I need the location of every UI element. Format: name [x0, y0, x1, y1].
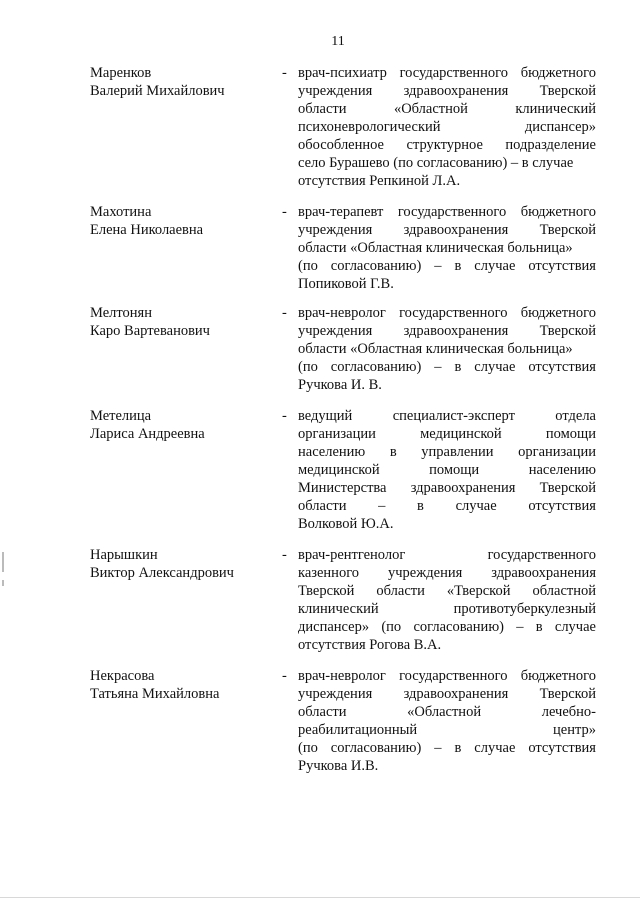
description-word: отсутствия — [528, 258, 596, 274]
description-word: лечебно- — [541, 704, 596, 720]
description-word: в — [454, 258, 462, 274]
dash-separator: - — [282, 305, 287, 321]
description-line — [298, 425, 596, 443]
description-word: бюджетного — [520, 668, 596, 684]
description-word: случае — [474, 359, 516, 375]
description-word: государственного — [397, 204, 507, 220]
description-line: Ручкова И. В. — [298, 377, 382, 393]
description-word: населению — [528, 462, 596, 478]
description-word: учреждения — [298, 222, 373, 238]
description-word: бюджетного — [520, 65, 596, 81]
description-word: государственного — [487, 547, 596, 563]
description-word: здравоохранения — [403, 686, 509, 702]
description-line — [298, 257, 596, 275]
description-word: (по — [298, 258, 318, 274]
description-word: врач-невролог — [298, 668, 386, 684]
role-description — [298, 407, 596, 533]
description-word: случае — [474, 740, 516, 756]
description-line — [298, 600, 596, 618]
description-line — [298, 618, 596, 636]
description-line — [298, 358, 596, 376]
description-word: в — [535, 619, 543, 635]
description-line: области «Областная клиническая больница» — [298, 341, 573, 357]
dash-separator: - — [282, 65, 287, 81]
person-name — [90, 203, 270, 239]
description-word: Тверской — [539, 323, 596, 339]
description-word: государственного — [399, 65, 508, 81]
description-word: диспансер» — [524, 119, 596, 135]
description-line — [298, 221, 596, 239]
description-word: в — [454, 359, 462, 375]
description-word: Тверской — [298, 583, 355, 599]
dash-separator: - — [282, 408, 287, 424]
description-word: (по — [298, 740, 318, 756]
description-word: случае — [455, 498, 497, 514]
description-word: здравоохранения — [403, 323, 509, 339]
description-word: учреждения — [388, 565, 463, 581]
description-word: (по — [298, 359, 318, 375]
description-line — [298, 582, 596, 600]
description-word: Министерства — [298, 480, 387, 496]
description-word: управлении — [421, 444, 494, 460]
description-word: отсутствия — [528, 498, 596, 514]
description-word: – — [378, 498, 386, 514]
description-line — [298, 322, 596, 340]
description-word: врач-невролог — [298, 305, 386, 321]
description-word: бюджетного — [520, 204, 596, 220]
given-names: Татьяна Михайловна — [90, 686, 220, 702]
description-word: структурное — [406, 137, 483, 153]
scan-artifact — [2, 552, 4, 572]
description-word: – — [434, 258, 442, 274]
description-word: противотуберкулезный — [453, 601, 596, 617]
surname: Метелица — [90, 408, 152, 424]
description-line — [298, 443, 596, 461]
description-word: областной — [532, 583, 596, 599]
description-word: диспансер» — [298, 619, 370, 635]
surname: Маренков — [90, 65, 152, 81]
role-description — [298, 203, 596, 293]
surname: Нарышкин — [90, 547, 158, 563]
description-word: в — [389, 444, 397, 460]
description-word: врач-психиатр — [298, 65, 387, 81]
description-word: здравоохранения — [491, 565, 596, 581]
description-word: согласованию) — [330, 258, 422, 274]
person-name — [90, 64, 270, 100]
description-word: – — [434, 740, 442, 756]
entry-metelitsa — [0, 407, 640, 547]
description-word: учреждения — [298, 83, 373, 99]
description-word: области — [298, 101, 347, 117]
description-word: обособленное — [298, 137, 384, 153]
description-word: Тверской — [539, 686, 596, 702]
person-name — [90, 546, 270, 582]
description-word: специалист-эксперт — [392, 408, 515, 424]
description-line — [298, 203, 596, 221]
description-word: – — [516, 619, 524, 635]
given-names: Виктор Александрович — [90, 565, 234, 581]
person-name — [90, 304, 270, 340]
given-names: Елена Николаевна — [90, 222, 204, 238]
description-word: «Областной — [393, 101, 468, 117]
dash-separator: - — [282, 668, 287, 684]
description-word: бюджетного — [520, 305, 596, 321]
description-line — [298, 721, 596, 739]
description-word: согласованию) — [330, 359, 422, 375]
description-word: учреждения — [298, 686, 373, 702]
description-line: области «Областная клиническая больница» — [298, 240, 573, 256]
dash-separator: - — [282, 547, 287, 563]
description-line — [298, 461, 596, 479]
description-word: отсутствия — [528, 740, 596, 756]
description-line — [298, 479, 596, 497]
given-names: Каро Вартеванович — [90, 323, 210, 339]
description-word: организации — [518, 444, 596, 460]
description-line — [298, 564, 596, 582]
entry-nekrasova — [0, 667, 640, 807]
description-word: организации — [298, 426, 376, 442]
description-word: помощи — [545, 426, 596, 442]
description-line: отсутствия Рогова В.А. — [298, 637, 442, 653]
role-description — [298, 546, 596, 654]
description-word: государственного — [399, 305, 508, 321]
description-word: здравоохранения — [403, 83, 509, 99]
description-word: здравоохранения — [410, 480, 516, 496]
description-line — [298, 497, 596, 515]
description-word: клинический — [298, 601, 379, 617]
description-line — [298, 118, 596, 136]
description-word: согласованию) — [330, 740, 422, 756]
description-word: населению — [298, 444, 366, 460]
description-line — [298, 100, 596, 118]
description-word: случае — [554, 619, 596, 635]
description-word: «Тверской — [446, 583, 511, 599]
description-word: здравоохранения — [403, 222, 509, 238]
description-word: в — [454, 740, 462, 756]
description-word: области — [298, 498, 347, 514]
person-name — [90, 667, 270, 703]
dash-separator: - — [282, 204, 287, 220]
description-word: отсутствия — [528, 359, 596, 375]
description-line: Волковой Ю.А. — [298, 516, 394, 532]
surname: Мелтонян — [90, 305, 152, 321]
description-word: врач-рентгенолог — [298, 547, 406, 563]
given-names: Лариса Андреевна — [90, 426, 205, 442]
page-bottom-edge — [0, 897, 640, 898]
description-line — [298, 667, 596, 685]
description-line — [298, 407, 596, 425]
description-word: учреждения — [298, 323, 373, 339]
description-word: ведущий — [298, 408, 353, 424]
description-word: медицинской — [420, 426, 502, 442]
description-word: медицинской — [298, 462, 380, 478]
description-word: государственного — [399, 668, 508, 684]
description-word: Тверской — [539, 83, 596, 99]
description-word: клинический — [515, 101, 596, 117]
description-word: (по — [381, 619, 402, 635]
description-word: в — [417, 498, 424, 514]
surname: Махотина — [90, 204, 152, 220]
description-word: врач-терапевт — [298, 204, 384, 220]
description-word: – — [434, 359, 442, 375]
given-names: Валерий Михайлович — [90, 83, 225, 99]
surname: Некрасова — [90, 668, 155, 684]
person-name — [90, 407, 270, 443]
description-word: казенного — [298, 565, 360, 581]
role-description — [298, 667, 596, 775]
description-line — [298, 136, 596, 154]
description-line — [298, 703, 596, 721]
description-line — [298, 685, 596, 703]
entry-marenkov — [0, 64, 640, 204]
description-line: Ручкова И.В. — [298, 758, 379, 774]
role-description — [298, 304, 596, 394]
description-word: подразделение — [505, 137, 596, 153]
description-word: «Областной — [407, 704, 482, 720]
page-number: 11 — [331, 34, 345, 49]
description-word: согласованию) — [413, 619, 504, 635]
description-word: случае — [474, 258, 516, 274]
description-line — [298, 739, 596, 757]
description-word: области — [298, 704, 347, 720]
role-description — [298, 64, 596, 190]
description-word: Тверской — [539, 480, 596, 496]
description-line — [298, 304, 596, 322]
description-word: помощи — [429, 462, 480, 478]
description-line — [298, 64, 596, 82]
scan-artifact — [2, 580, 4, 586]
description-word: реабилитационный — [298, 722, 418, 738]
description-line: Попиковой Г.В. — [298, 276, 394, 292]
description-line — [298, 546, 596, 564]
description-word: Тверской — [539, 222, 596, 238]
description-line: отсутствия Репкиной Л.А. — [298, 173, 461, 189]
description-line — [298, 82, 596, 100]
description-word: центр» — [553, 722, 596, 738]
description-word: области — [376, 583, 425, 599]
description-line: село Бурашево (по согласованию) – в случае — [298, 155, 574, 171]
description-word: психоневрологический — [298, 119, 441, 135]
entry-naryshkin — [0, 546, 640, 686]
description-word: отдела — [555, 408, 596, 424]
